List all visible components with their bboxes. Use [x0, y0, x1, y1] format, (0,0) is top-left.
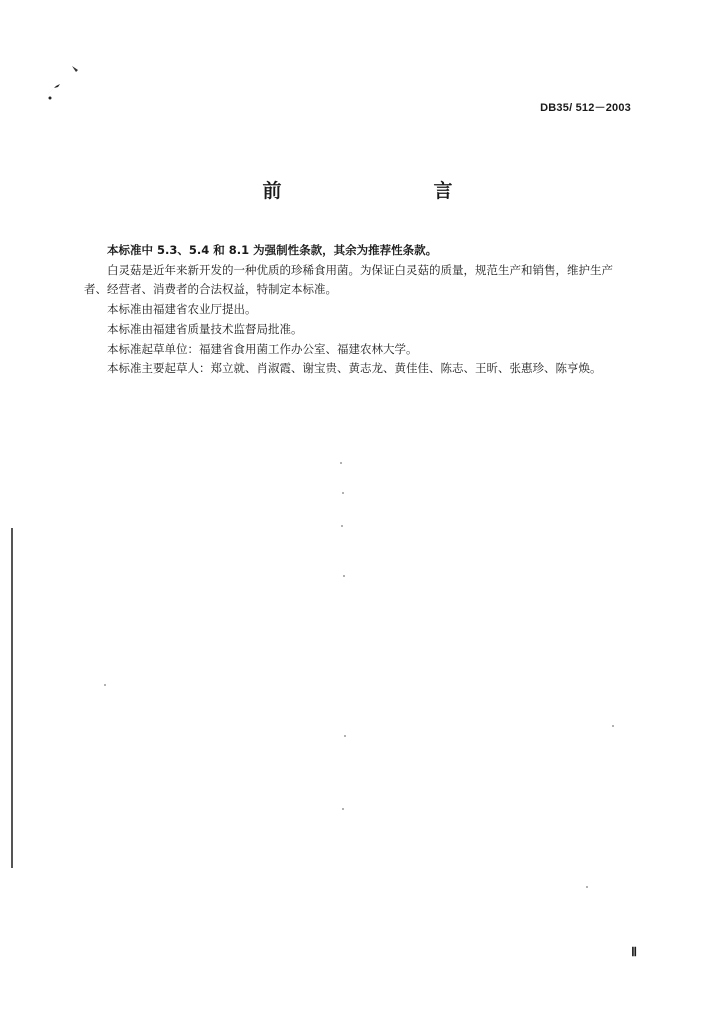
paragraph-drafters: 本标准主要起草人：郑立就、肖淑霞、谢宝贵、黄志龙、黄佳佳、陈志、王昕、张惠珍、陈亨焕。	[107, 361, 602, 376]
scan-dot	[344, 735, 346, 737]
page-number: Ⅱ	[631, 945, 637, 959]
page-title: 前 言	[262, 180, 491, 202]
paragraph-mandatory-clauses: 本标准中 5.3、5.4 和 8.1 为强制性条款，其余为推荐性条款。	[107, 243, 438, 257]
paragraph-purpose: 白灵菇是近年来新开发的一种优质的珍稀食用菌。为保证白灵菇的质量，规范生产和销售，维护生产者、经营者、消费者的合法权益，特制定本标准。	[84, 262, 613, 297]
paragraph-drafting-units: 本标准起草单位：福建省食用菌工作办公室、福建农林大学。	[107, 341, 418, 356]
scan-dot	[340, 462, 342, 464]
scan-dot	[343, 575, 345, 577]
scan-dot	[342, 492, 344, 494]
paragraph-proposed-by: 本标准由福建省农业厅提出。	[107, 302, 257, 317]
scan-edge-line	[11, 528, 13, 868]
foreword-body	[84, 241, 632, 379]
standard-code: DB35/ 512－2003	[540, 102, 631, 114]
scan-dot	[342, 808, 344, 810]
scan-dot	[104, 684, 106, 686]
paragraph-approved-by: 本标准由福建省质量技术监督局批准。	[107, 321, 303, 336]
scan-dot	[341, 525, 343, 527]
scan-dot	[612, 725, 614, 727]
scan-speck-icon	[44, 62, 84, 102]
scan-dot	[586, 886, 588, 888]
